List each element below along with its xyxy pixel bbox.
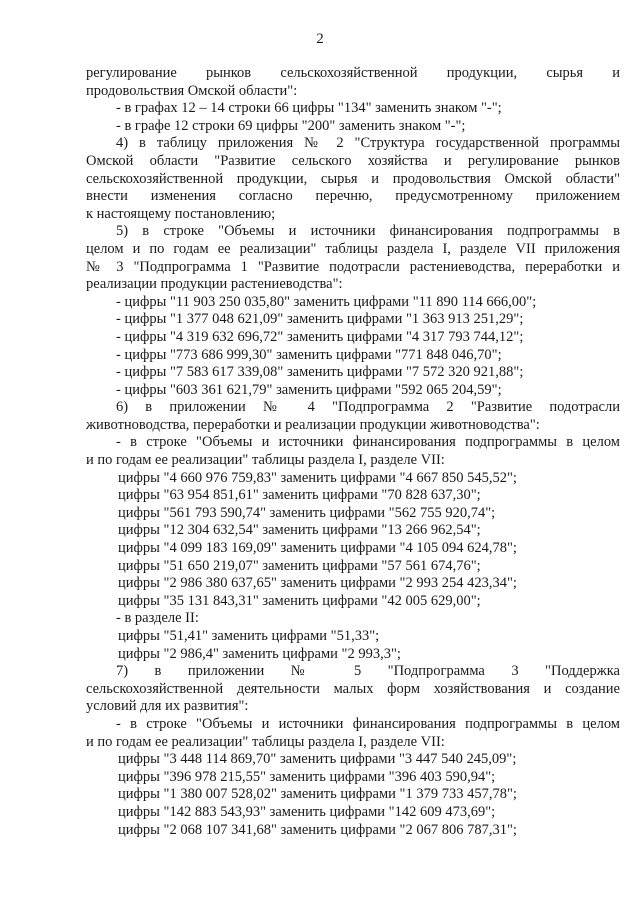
text-line: - цифры "11 903 250 035,80" заменить цифрами "11 890 114 666,00";	[116, 293, 537, 310]
text-line: цифры "51 650 219,07" заменить цифрами "57 561 674,76";	[118, 557, 481, 574]
text-line: цифры "2 986 380 637,65" заменить цифрами "2 993 254 423,34";	[118, 575, 517, 592]
text-line: внести изменения согласно перечню, предусмотренному приложением	[86, 188, 620, 205]
text-line: № 3 "Подпрограмма 1 "Развитие подотрасли растениеводства, переработки и	[86, 258, 620, 275]
text-line: продовольствия Омской области":	[86, 82, 298, 99]
text-line: цифры "2 068 107 341,68" заменить цифрами "2 067 806 787,31";	[118, 821, 517, 838]
text-line: - в строке "Объемы и источники финансирования подпрограммы в целом	[116, 434, 620, 451]
text-line: цифры "2 986,4" заменить цифрами "2 993,3";	[118, 645, 401, 662]
text-line: - цифры "7 583 617 339,08" заменить цифрами "7 572 320 921,88";	[116, 364, 524, 381]
text-line: - в строке "Объемы и источники финансирования подпрограммы в целом	[116, 715, 620, 732]
text-line: 7) в приложении № 5 "Подпрограмма 3 "Поддержка	[116, 663, 620, 680]
text-line: сельскохозяйственной продукции, сырья и продовольствия Омской области"	[86, 170, 620, 187]
text-line: цифры "396 978 215,55" заменить цифрами "396 403 590,94";	[118, 768, 496, 785]
text-line: цифры "1 380 007 528,02" заменить цифрами "1 379 733 457,78";	[118, 786, 517, 803]
text-line: условий для их развития":	[86, 698, 249, 715]
text-line: - цифры "1 377 048 621,09" заменить цифрами "1 363 913 251,29";	[116, 311, 524, 328]
text-line: цифры "12 304 632,54" заменить цифрами "13 266 962,54";	[118, 522, 481, 539]
text-line: цифры "63 954 851,61" заменить цифрами "70 828 637,30";	[118, 487, 481, 504]
text-line: 6) в приложении № 4 "Подпрограмма 2 "Развитие подотрасли	[116, 399, 620, 416]
text-line: реализации продукции растениеводства":	[86, 276, 343, 293]
text-line: - цифры "773 686 999,30" заменить цифрами "771 848 046,70";	[116, 346, 502, 363]
text-line: цифры "4 660 976 759,83" заменить цифрами "4 667 850 545,52";	[118, 469, 517, 486]
text-line: цифры "3 448 114 869,70" заменить цифрами "3 447 540 245,09";	[118, 751, 517, 768]
text-line: сельскохозяйственной деятельности малых форм хозяйствования и создание	[86, 680, 620, 697]
text-line: животноводства, переработки и реализации продукции животноводства":	[86, 416, 540, 433]
text-line: - в разделе II:	[116, 610, 199, 627]
text-line: цифры "142 883 543,93" заменить цифрами "142 609 473,69";	[118, 803, 496, 820]
text-line: цифры "51,41" заменить цифрами "51,33";	[118, 628, 380, 644]
document-body	[86, 65, 620, 839]
text-line: - в графах 12 – 14 строки 66 цифры "134" заменить знаком "-";	[116, 100, 502, 117]
text-line: Омской области "Развитие сельского хозяйства и регулирование рынков	[86, 152, 620, 169]
page-number: 2	[316, 31, 324, 47]
text-line: цифры "4 099 183 169,09" заменить цифрами "4 105 094 624,78";	[118, 540, 517, 557]
text-line: - цифры "4 319 632 696,72" заменить цифрами "4 317 793 744,12";	[116, 328, 524, 345]
text-line: регулирование рынков сельскохозяйственной продукции, сырья и	[86, 65, 620, 81]
text-line: 4) в таблицу приложения № 2 "Структура государственной программы	[116, 135, 620, 152]
text-line: - цифры "603 361 621,79" заменить цифрами "592 065 204,59";	[116, 381, 502, 398]
text-line: цифры "561 793 590,74" заменить цифрами "562 755 920,74";	[118, 504, 496, 521]
text-line: к настоящему постановлению;	[86, 205, 276, 222]
text-line: и по годам ее реализации" таблицы раздела I, разделе VII:	[86, 452, 445, 469]
text-line: целом и по годам ее реализации" таблицы раздела I, разделе VII приложения	[86, 240, 620, 257]
text-line: и по годам ее реализации" таблицы раздела I, разделе VII:	[86, 733, 445, 750]
text-line: - в графе 12 строки 69 цифры "200" заменить знаком "-";	[116, 117, 466, 134]
text-line: 5) в строке "Объемы и источники финансирования подпрограммы в	[116, 223, 620, 240]
text-line: цифры "35 131 843,31" заменить цифрами "42 005 629,00";	[118, 592, 481, 609]
